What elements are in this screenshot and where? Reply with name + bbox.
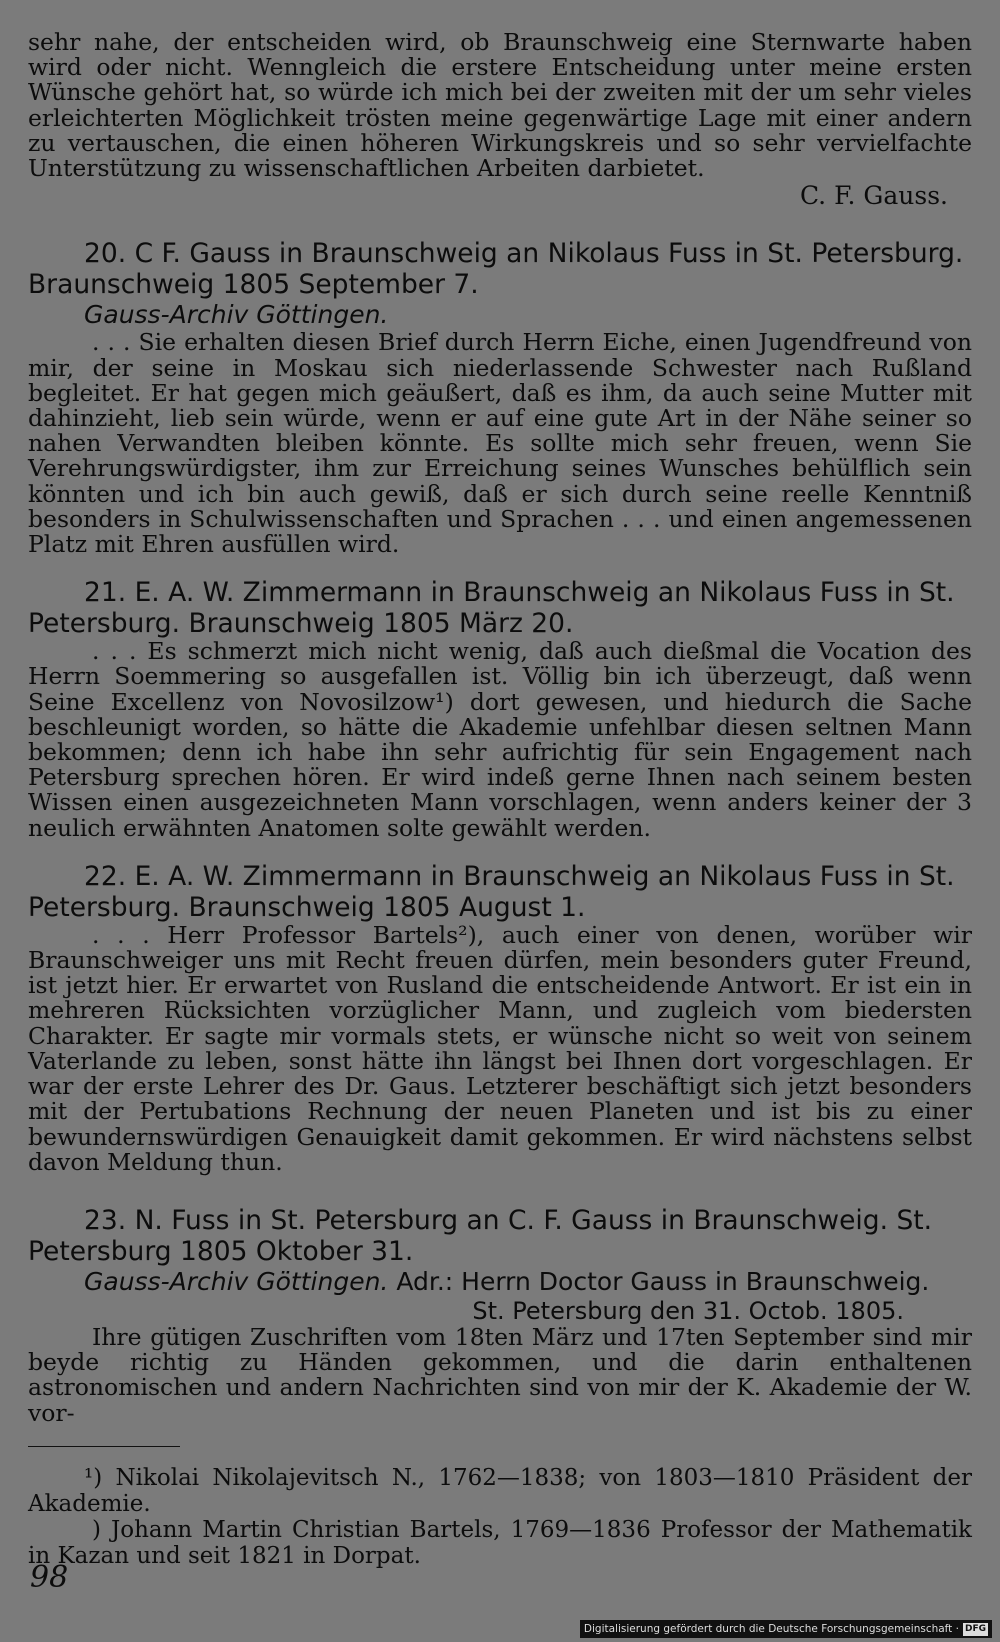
- letter-heading: 21. E. A. W. Zimmermann in Braunschweig an Nikolaus Fuss in St. Petersburg. Braunschweig 1805 März 20.: [28, 577, 955, 640]
- address-line: Adr.: Herrn Doctor Gauss in Braunschweig.: [396, 1266, 930, 1296]
- letter-body: . . . Herr Professor Bartels²), auch einer von denen, worüber wir Braunschweiger uns mit Recht freuen dürfen, mein besonders guter Freund, ist jetzt hier. Er erwartet von Rusland die entscheidende Antwort. Er ist ein in mehreren Rücksichten vorzüglicher Mann, und zugleich vom biedersten Charakter. Er sagte mir vormals stets, er wünsche nicht so weit von seinem Vaterlande zu leben, sonst hätte ihn längst bei Ihnen dort vorgeschlagen. Er war der erste Lehrer des Dr. Gaus. Letzterer beschäftigt sich jetzt besonders mit der Pertubations Rechnung der neuen Planeten und ist bis zu einer bewundernswürdigen Genauigkeit damit gekommen. Er wird nächstens selbst davon Meldung thun.: [28, 920, 972, 1176]
- page-body: [28, 30, 972, 1569]
- footnote-divider: [28, 1446, 180, 1447]
- letter-body: Ihre gütigen Zuschriften vom 18ten März und 17ten September sind mir beyde richtig zu Händen gekommen, und die darin enthaltenen astronomischen und andern Nachrichten sind von mir der K. Akademie der W. vor-: [28, 1322, 972, 1427]
- page-number: 98: [30, 1560, 69, 1595]
- letter-heading: 20. C F. Gauss in Braunschweig an Nikolaus Fuss in St. Petersburg. Braunschweig 1805 September 7.: [28, 238, 964, 301]
- digitization-credit: [580, 1620, 992, 1638]
- dfg-logo-icon: DFG: [964, 1623, 986, 1634]
- letter-body: . . . Sie erhalten diesen Brief durch Herrn Eiche, einen Jugendfreund von mir, der seine in Moskau sich niederlassende Schwester nach Rußland begleitet. Er hat gegen mich geäußert, daß es ihm, da auch seine Mutter mit dahinzieht, lieb sein würde, wenn er auf eine gute Art in der Nähe seiner so nahen Verwandten bleiben könnte. Es sollte mich sehr freuen, wenn Sie Verehrungswürdigster, ihm zur Erreichung seines Wunsches behülflich sein könnten und ich bin auch gewiß, daß er sich durch seine reelle Kenntniß besonders in Schulwissenschaften und Sprachen . . . und einen angemessenen Platz mit Ehren ausfüllen wird.: [28, 328, 972, 559]
- credit-text: Digitalisierung gefördert durch die Deutsche Forschungsgemeinschaft ·: [583, 1623, 959, 1635]
- archive-name: Gauss-Archiv Göttingen.: [84, 1266, 389, 1296]
- letter-23: [28, 1205, 972, 1426]
- archive-note: [28, 1267, 972, 1297]
- letter-heading: 23. N. Fuss in St. Petersburg an C. F. Gauss in Braunschweig. St. Petersburg 1805 Oktober 31.: [28, 1204, 933, 1267]
- dateline: St. Petersburg den 31. Octob. 1805.: [472, 1296, 904, 1325]
- top-paragraph: sehr nahe, der entscheiden wird, ob Braunschweig eine Sternwarte haben wird oder nicht. Wenngleich die erstere Entscheidung unter meine ersten Wünsche gehört hat, so würde ich mich bei der zweiten mit der um sehr vieles erleichterten Möglichkeit trösten meine gegenwärtige Lage mit einer andern zu vertauschen, die einen höheren Wirkungskreis und so sehr vervielfachte Unterstützung zu wissenschaftlichen Arbeiten darbietet.: [28, 28, 972, 183]
- footnote-2: ) Johann Martin Christian Bartels, 1769—1836 Professor der Mathematik in Kazan und seit 1821 in Dorpat.: [28, 1516, 972, 1569]
- top-signature: C. F. Gauss.: [799, 181, 948, 211]
- letter-21: [28, 577, 972, 841]
- letter-20: [28, 238, 972, 557]
- letter-body: . . . Es schmerzt mich nicht wenig, daß auch dießmal die Vocation des Herrn Soemmering so ausgefallen ist. Völlig bin ich überzeugt, daß wenn Seine Excellenz von Novosilzow¹) dort gewesen, und hiedurch die Sache beschleunigt worden, so hätte die Akademie unfehlbar diesen seltnen Mann bekommen; denn ich habe ihn sehr aufrichtig für sein Engagement nach Petersburg sprechen hören. Er wird indeß gerne Ihnen nach seinem besten Wissen einen ausgezeichneten Mann vorschlagen, wenn anders keiner der 3 neulich erwähnten Anatomen solte gewählt werden.: [28, 637, 972, 842]
- archive-note: Gauss-Archiv Göttingen.: [84, 300, 389, 330]
- letter-22: [28, 861, 972, 1175]
- letter-heading: 22. E. A. W. Zimmermann in Braunschweig an Nikolaus Fuss in St. Petersburg. Braunschweig 1805 August 1.: [28, 860, 955, 923]
- footnote-1: ¹) Nikolai Nikolajevitsch N., 1762—1838; von 1803—1810 Präsident der Akademie.: [28, 1464, 972, 1517]
